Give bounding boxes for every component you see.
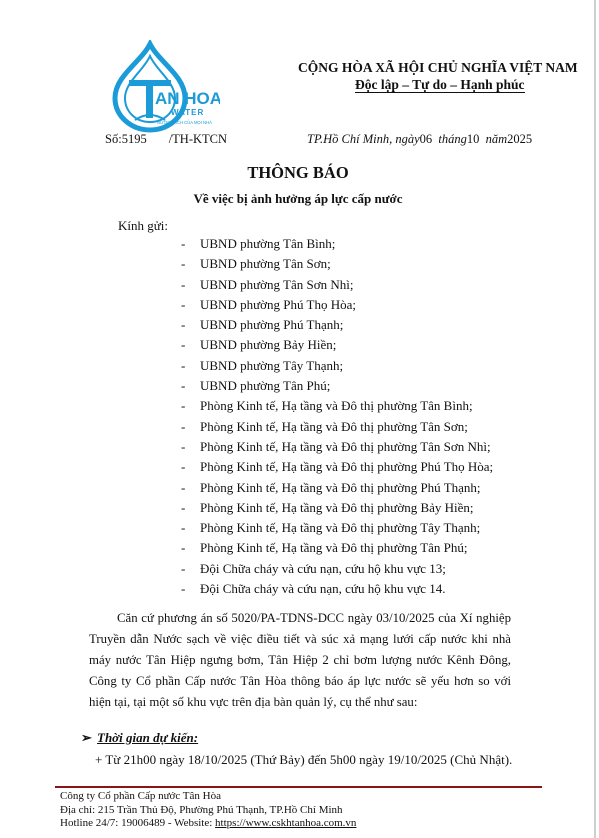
footer-address: Địa chỉ: 215 Trần Thủ Độ, Phường Phú Thạnh, TP.Hồ Chí Minh: [60, 803, 343, 816]
recipient-item: - Phòng Kinh tế, Hạ tầng và Đô thị phường Tân Sơn Nhì;: [181, 438, 491, 454]
recipient-text: UBND phường Tân Sơn Nhì;: [200, 276, 354, 292]
footer: [60, 790, 356, 831]
document-number-value: 5195: [121, 132, 147, 146]
recipient-text: UBND phường Tân Sơn;: [200, 256, 331, 272]
greeting: Kính gửi:: [118, 218, 169, 233]
recipient-text: UBND phường Phú Thọ Hòa;: [200, 296, 356, 312]
national-title: CỘNG HÒA XÃ HỘI CHỦ NGHĨA VIỆT NAM: [298, 60, 578, 75]
document-title: THÔNG BÁO: [247, 163, 349, 182]
recipient-item: - Đội Chữa cháy và cứu nạn, cứu hộ khu vực 13;: [181, 560, 446, 576]
document-year-label: năm: [485, 132, 508, 146]
recipient-text: Phòng Kinh tế, Hạ tầng và Đô thị phường Tân Bình;: [200, 398, 473, 414]
arrow-bullet-icon: ➢: [81, 730, 92, 745]
recipient-item: - UBND phường Phú Thạnh;: [181, 317, 344, 333]
document-year: 2025: [507, 132, 533, 146]
motto-text: Độc lập – Tự do – Hạnh phúc: [355, 77, 525, 92]
recipient-text: Phòng Kinh tế, Hạ tầng và Đô thị phường Tân Sơn;: [200, 418, 468, 434]
document-number-suffix: /TH-KTCN: [168, 132, 228, 146]
recipient-item: - UBND phường Tây Thạnh;: [181, 357, 344, 373]
recipient-item: - Phòng Kinh tế, Hạ tầng và Đô thị phường Tây Thạnh;: [181, 520, 481, 536]
recipient-text: Phòng Kinh tế, Hạ tầng và Đô thị phường Tân Sơn Nhì;: [200, 438, 491, 454]
footer-company: Công ty Cổ phần Cấp nước Tân Hòa: [60, 790, 221, 802]
document-number-label: Số:: [105, 132, 122, 146]
recipient-text: Đội Chữa cháy và cứu nạn, cứu hộ khu vực 14.: [200, 581, 446, 597]
recipient-text: Phòng Kinh tế, Hạ tầng và Đô thị phường Bảy Hiền;: [200, 499, 474, 515]
document-month: 10: [466, 132, 480, 146]
recipient-text: Phòng Kinh tế, Hạ tầng và Đô thị phường Phú Thạnh;: [200, 479, 481, 495]
recipient-list: [181, 234, 493, 599]
time-heading-text: Thời gian dự kiến:: [97, 730, 199, 745]
recipient-item: - Phòng Kinh tế, Hạ tầng và Đô thị phường Phú Thạnh;: [181, 479, 481, 495]
recipient-item: - Phòng Kinh tế, Hạ tầng và Đô thị phường Tân Bình;: [181, 398, 473, 414]
recipient-text: UBND phường Phú Thạnh;: [200, 317, 344, 333]
national-motto: [355, 77, 525, 93]
body-paragraph: Căn cứ phương án số 5020/PA-TDNS-DCC ngày 03/10/2025 của Xí nghiệp Truyền dẫn Nước sạch về việc điều tiết và súc xả mạng lưới cấp nước khi nhà máy nước Tân Hiệp ngưng bơm, Tân Hiệp 2 chỉ bơm lượng nước Kênh Đông, Công ty Cổ phần Cấp nước Tân Hòa thông báo áp lực nước sẽ yếu hơn so với hiện tại, tại một số khu vực trên địa bàn quản lý, cụ thể như sau:: [89, 611, 511, 709]
recipient-item: - Phòng Kinh tế, Hạ tầng và Đô thị phường Tân Sơn;: [181, 418, 468, 434]
time-item: + Từ 21h00 ngày 18/10/2025 (Thứ Bảy) đến 5h00 ngày 19/10/2025 (Chủ Nhật).: [95, 752, 513, 767]
recipient-item: - UBND phường Bảy Hiền;: [181, 337, 337, 353]
logo-brand-sub: WATER: [171, 108, 205, 117]
footer-website-link[interactable]: https://www.cskhtanhoa.com.vn: [215, 817, 357, 829]
recipient-item: - Đội Chữa cháy và cứu nạn, cứu hộ khu vực 14.: [181, 581, 446, 597]
recipient-item: - UBND phường Tân Bình;: [181, 236, 336, 251]
document-day: 06: [419, 132, 433, 146]
recipient-item: - Phòng Kinh tế, Hạ tầng và Đô thị phường Bảy Hiền;: [181, 499, 474, 515]
document-subject: Về việc bị ảnh hưởng áp lực cấp nước: [193, 191, 403, 206]
recipient-item: - Phòng Kinh tế, Hạ tầng và Đô thị phường Tân Phú;: [181, 540, 468, 556]
footer-hotline: Hotline 24/7: 19006489 - Website:: [60, 817, 216, 829]
recipient-text: UBND phường Bảy Hiền;: [200, 337, 337, 353]
footer-contact: [60, 817, 356, 831]
recipient-text: Phòng Kinh tế, Hạ tầng và Đô thị phường Phú Thọ Hòa;: [200, 459, 494, 475]
water-drop-logo-icon: [105, 40, 220, 135]
company-logo: [105, 40, 220, 135]
recipient-text: Đội Chữa cháy và cứu nạn, cứu hộ khu vực 13;: [200, 560, 446, 576]
document-month-label: tháng: [438, 132, 467, 146]
recipient-item: - UBND phường Tân Sơn;: [181, 256, 331, 272]
recipient-text: UBND phường Tây Thạnh;: [200, 357, 344, 373]
logo-slogan: NƯỚC SẠCH CỦA MỌI NHÀ: [157, 120, 212, 125]
document-number: [105, 132, 227, 147]
document-place-date: [307, 132, 532, 147]
recipient-text: Phòng Kinh tế, Hạ tầng và Đô thị phường Tây Thạnh;: [200, 520, 481, 536]
recipient-text: Phòng Kinh tế, Hạ tầng và Đô thị phường Tân Phú;: [200, 540, 468, 556]
recipient-text: UBND phường Tân Phú;: [200, 378, 331, 394]
time-section-heading: [81, 730, 198, 746]
document-place: TP.Hồ Chí Minh, ngày: [307, 132, 420, 146]
recipient-item: - UBND phường Tân Phú;: [181, 378, 331, 394]
recipient-text: UBND phường Tân Bình;: [200, 236, 336, 251]
recipient-item: - Phòng Kinh tế, Hạ tầng và Đô thị phường Phú Thọ Hòa;: [181, 459, 494, 475]
footer-divider: [55, 786, 542, 788]
logo-brand-main: AN HOA: [155, 89, 220, 108]
recipient-item: - UBND phường Phú Thọ Hòa;: [181, 296, 356, 312]
recipient-item: - UBND phường Tân Sơn Nhì;: [181, 276, 354, 292]
